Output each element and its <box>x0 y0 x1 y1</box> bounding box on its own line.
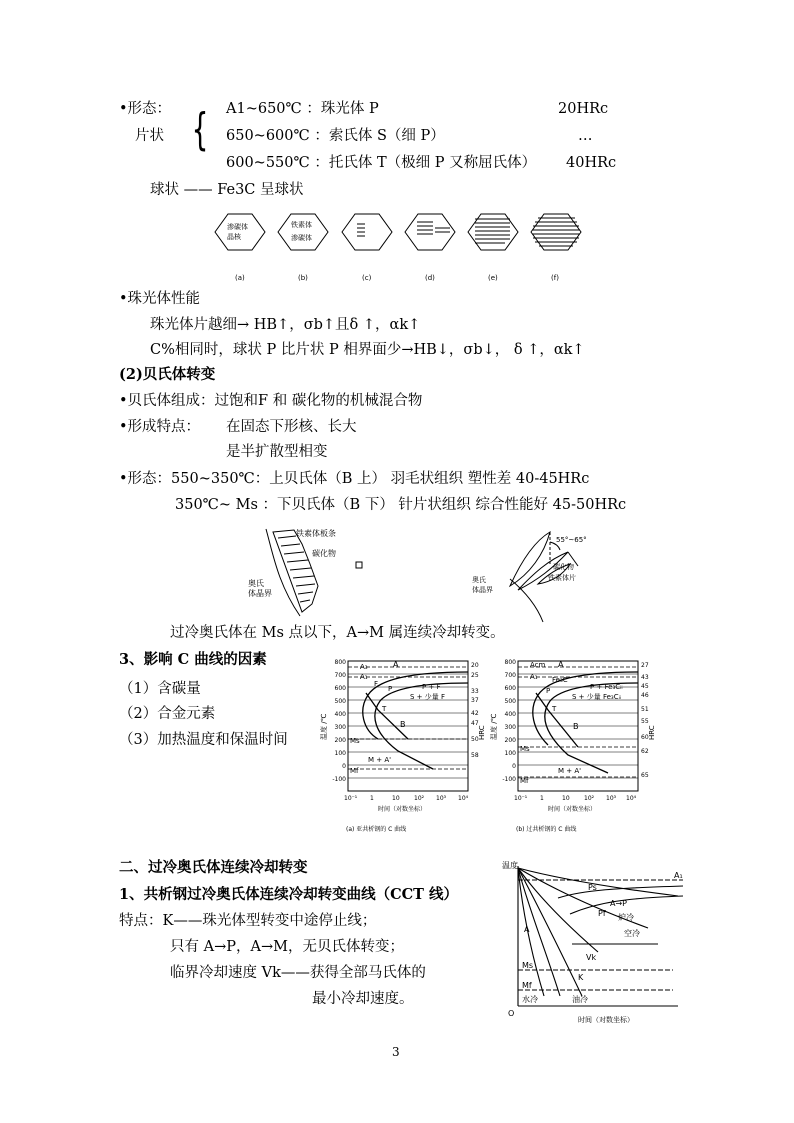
c-right-label-acm: Acm <box>530 661 546 669</box>
cct-line3: 临界冷却速度 Vk——获得全部马氏体的 <box>170 965 426 981</box>
c-right-label-p: P <box>546 687 551 695</box>
martensite-note: 过冷奥氏体在 Ms 点以下，A→M 属连续冷却转变。 <box>170 625 505 641</box>
pearlite-prop-line2: C%相同时，球状 P 比片状 P 相界面少→HB↓，σb↓， δ ↑，αk↑ <box>150 342 585 358</box>
c-left-ytick-minus100: -100 <box>332 776 346 783</box>
c-left-label-f: F <box>374 680 379 688</box>
brace-icon: { <box>191 104 209 155</box>
c-left-label-sf: S + 少量 F <box>410 693 446 701</box>
bainite-label-ferrite-plate: 铁素体片 <box>548 574 576 582</box>
pearlite-label-cementite: 渗碳体 <box>227 223 248 231</box>
c-right-caption: (b) 过共析钢的 C 曲线 <box>516 826 577 833</box>
bainite-label-angle: 55°~65° <box>556 536 587 544</box>
c-left-ytick-400: 400 <box>334 711 346 718</box>
cct-fig-label-ms: Ms <box>522 961 534 970</box>
morph-row-1: A1~650℃ ：珠光体 P <box>226 101 379 117</box>
c-right-xlabel: 时间（对数坐标） <box>548 806 597 813</box>
spherical-line: 球状 —— Fe3C 呈球状 <box>150 182 304 198</box>
morph-sub-label: 片状 <box>135 128 164 144</box>
c-left-ytick-500: 500 <box>334 698 346 705</box>
cct-fig-label-mf: Mf <box>522 981 532 990</box>
c-right-label-sfe3c: S + 少量 Fe₃Cᵢᵢ <box>572 693 622 701</box>
morph-row-3: 600~550℃ ：托氏体 T（极细 P 又称屈氏体） <box>226 155 537 171</box>
c-right-xtick-4: 10³ <box>606 795 617 802</box>
cct-figure <box>498 856 688 1026</box>
morph-label: •形态： <box>119 101 172 117</box>
c-left-label-ms: Ms <box>350 737 360 745</box>
c-right-xtick-3: 10² <box>584 795 595 802</box>
c-left-xtick-1: 1 <box>370 795 374 802</box>
c-left-hrc-1: 25 <box>471 672 479 679</box>
cct-fig-label-time: 时间（对数坐标） <box>578 1016 634 1024</box>
c-left-label-b: B <box>400 720 406 729</box>
morph-row-3-hardness: 40HRc <box>566 155 617 171</box>
cct-fig-label-air: 空冷 <box>624 929 640 938</box>
cct-fig-label-origin: O <box>508 1009 515 1018</box>
c-left-label-pf: P + F <box>422 683 441 691</box>
c-right-hrc-1: 43 <box>641 674 649 681</box>
factor-item-2: （2）合金元素 <box>119 706 216 722</box>
pearlite-caption-c: (c) <box>362 274 372 282</box>
c-curve-figure <box>318 655 658 840</box>
c-right-xtick-2: 10 <box>562 795 570 802</box>
bainite-label-grain-boundary-right: 体晶界 <box>472 586 493 594</box>
c-left-xtick-4: 10³ <box>436 795 447 802</box>
cct-fig-label-k: K <box>578 973 584 982</box>
c-right-ytick-600: 600 <box>504 685 516 692</box>
c-left-hrc-3: 37 <box>471 697 479 704</box>
c-left-ytick-200: 200 <box>334 737 346 744</box>
bainite-morph-line2: 350℃~ Ms ：下贝氏体（B 下） 针片状组织 综合性能好 45-50HRc <box>175 497 627 513</box>
c-left-xtick-2: 10 <box>392 795 400 802</box>
cct-fig-label-water: 水冷 <box>522 995 538 1004</box>
pearlite-caption-b: (b) <box>298 274 308 282</box>
c-left-label-ma: M + A' <box>368 756 392 764</box>
c-right-label-ma: M + A' <box>558 767 582 775</box>
pearlite-growth-figure <box>205 204 595 284</box>
bainite-composition: •贝氏体组成：过饱和F 和 碳化物的机械混合物 <box>119 393 423 409</box>
c-left-ytick-100: 100 <box>334 750 346 757</box>
c-right-label-fe3c: Fe₃C <box>552 676 568 684</box>
cct-fig-label-pf: Pf <box>598 909 606 918</box>
c-left-xtick-3: 10² <box>414 795 425 802</box>
pearlite-label-cementite-2: 渗碳体 <box>291 234 312 242</box>
cct-fig-label-ap: A→P <box>610 899 627 908</box>
c-right-hrc-7: 62 <box>641 748 649 755</box>
c-left-ytick-700: 700 <box>334 672 346 679</box>
pearlite-caption-e: (e) <box>488 274 498 282</box>
c-left-xtick-0: 10⁻¹ <box>344 795 358 802</box>
c-right-hrc-4: 51 <box>641 706 649 713</box>
c-left-ytick-0: 0 <box>342 763 346 770</box>
cct-fig-label-a1: A₁ <box>674 871 683 880</box>
c-left-hrc-7: 58 <box>471 752 479 759</box>
cct-fig-label-oil: 油冷 <box>572 995 588 1004</box>
c-right-hrc-2: 45 <box>641 683 649 690</box>
pearlite-label-nucleus: 晶核 <box>227 233 241 241</box>
c-right-ytick-500: 500 <box>504 698 516 705</box>
cct-subheading: 1、共析钢过冷奥氏体连续冷却转变曲线（CCT 线） <box>119 886 459 903</box>
c-right-ytick-300: 300 <box>504 724 516 731</box>
cct-fig-label-vk: Vk <box>586 953 597 962</box>
c-left-ylabel: 温度 /℃ <box>320 713 328 740</box>
cct-heading: 二、过冷奥氏体连续冷却转变 <box>119 859 308 876</box>
c-right-hrc-6: 60 <box>641 734 649 741</box>
cct-line1: 特点：K——珠光体型转变中途停止线； <box>119 913 377 929</box>
c-right-label-mf: Mf <box>520 777 529 785</box>
c-right-xtick-0: 10⁻¹ <box>514 795 528 802</box>
bainite-label-austenite-right: 奥氏 <box>472 576 486 584</box>
c-left-label-a1: A₁ <box>360 673 368 681</box>
c-left-label-a3: A₃ <box>360 663 368 671</box>
c-right-hrc-5: 55 <box>641 718 649 725</box>
c-left-hrc-0: 20 <box>471 662 479 669</box>
c-right-xtick-5: 10⁴ <box>626 795 637 802</box>
morph-row-2-hardness: … <box>578 128 593 144</box>
cct-fig-label-temp: 温度 <box>502 861 518 870</box>
pearlite-caption-d: (d) <box>425 274 435 282</box>
c-right-hrc-3: 46 <box>641 692 649 699</box>
pearlite-caption-a: (a) <box>235 274 245 282</box>
cct-line4: 最小冷却速度。 <box>312 991 414 1007</box>
pearlite-caption-f: (f) <box>551 274 559 282</box>
c-left-hrc-6: 50 <box>471 736 479 743</box>
c-right-label-ms: Ms <box>520 745 530 753</box>
c-left-caption: (a) 亚共析钢的 C 曲线 <box>346 826 407 833</box>
bainite-label-carbide: 碳化物 <box>312 549 336 558</box>
c-right-ytick-0: 0 <box>512 763 516 770</box>
bainite-label-austenite: 奥氏 <box>248 579 264 588</box>
morph-row-1-hardness: 20HRc <box>558 101 609 117</box>
c-right-label-a1: A₁ <box>530 673 538 681</box>
c-left-hrc-4: 42 <box>471 710 479 717</box>
bainite-label-carbide-right: 碳化物 <box>553 563 574 571</box>
bainite-heading: (2)贝氏体转变 <box>119 366 216 383</box>
c-right-ytick-800: 800 <box>504 659 516 666</box>
c-left-hrc-5: 47 <box>471 720 479 727</box>
c-right-ytick-700: 700 <box>504 672 516 679</box>
factors-heading: 3、影响 C 曲线的因素 <box>119 651 267 668</box>
bainite-morph-line1: •形态：550~350℃：上贝氏体（B 上） 羽毛状组织 塑性差 40-45HRc <box>119 471 590 487</box>
morph-row-2: 650~600℃ ：索氏体 S（细 P） <box>226 128 445 144</box>
pearlite-prop-line1: 珠光体片越细→ HB↑，σb↑且δ ↑，αk↑ <box>150 317 421 333</box>
cct-fig-label-furnace: 炉冷 <box>618 913 634 922</box>
c-left-label-p: P <box>388 685 393 693</box>
c-right-hrc-0: 27 <box>641 662 649 669</box>
c-left-hrc-2: 33 <box>471 688 479 695</box>
pearlite-label-ferrite: 铁素体 <box>291 221 312 229</box>
page-number: 3 <box>392 1045 400 1059</box>
bainite-feature-2: 是半扩散型相变 <box>226 444 328 460</box>
c-curve-left <box>319 659 486 833</box>
bainite-feature-1: 在固态下形核、长大 <box>226 419 357 435</box>
cct-fig-label-ps: Ps <box>588 883 597 892</box>
cct-line2: 只有 A→P，A→M，无贝氏体转变； <box>170 939 404 955</box>
c-left-xlabel: 时间（对数坐标） <box>378 806 427 813</box>
factor-item-3: （3）加热温度和保温时间 <box>119 732 288 748</box>
c-right-ytick-200: 200 <box>504 737 516 744</box>
c-right-label-pfe3c: P + Fe₃Cᵢᵢ <box>590 683 623 691</box>
c-right-ytick-100: 100 <box>504 750 516 757</box>
c-right-hrc-label: HRC <box>648 725 656 740</box>
c-right-ytick-400: 400 <box>504 711 516 718</box>
pearlite-prop-title: •珠光体性能 <box>119 291 201 307</box>
c-right-ytick-minus100: -100 <box>502 776 516 783</box>
c-left-ytick-800: 800 <box>334 659 346 666</box>
c-curve-right <box>489 659 656 833</box>
c-right-xtick-1: 1 <box>540 795 544 802</box>
bainite-label-ferrite-lath: 铁素体板条 <box>296 529 336 538</box>
c-right-label-b: B <box>573 722 579 731</box>
bainite-figure <box>248 524 678 624</box>
c-right-label-t: T <box>552 705 557 713</box>
factor-item-1: （1）含碳量 <box>119 681 201 697</box>
c-left-xtick-5: 10⁴ <box>458 795 469 802</box>
c-right-hrc-8: 65 <box>641 772 649 779</box>
c-right-ylabel: 温度 /℃ <box>490 713 498 740</box>
bainite-label-grain-boundary: 体晶界 <box>248 589 272 598</box>
c-left-label-t: T <box>382 705 387 713</box>
c-right-label-a: A <box>558 660 564 669</box>
c-left-hrc-label: HRC <box>478 725 486 740</box>
c-left-label-mf: Mf <box>350 767 359 775</box>
c-left-ytick-300: 300 <box>334 724 346 731</box>
c-left-ytick-600: 600 <box>334 685 346 692</box>
bainite-features-label: •形成特点： <box>119 419 201 435</box>
c-left-label-a: A <box>393 660 399 669</box>
cct-fig-label-a: A <box>524 925 530 934</box>
